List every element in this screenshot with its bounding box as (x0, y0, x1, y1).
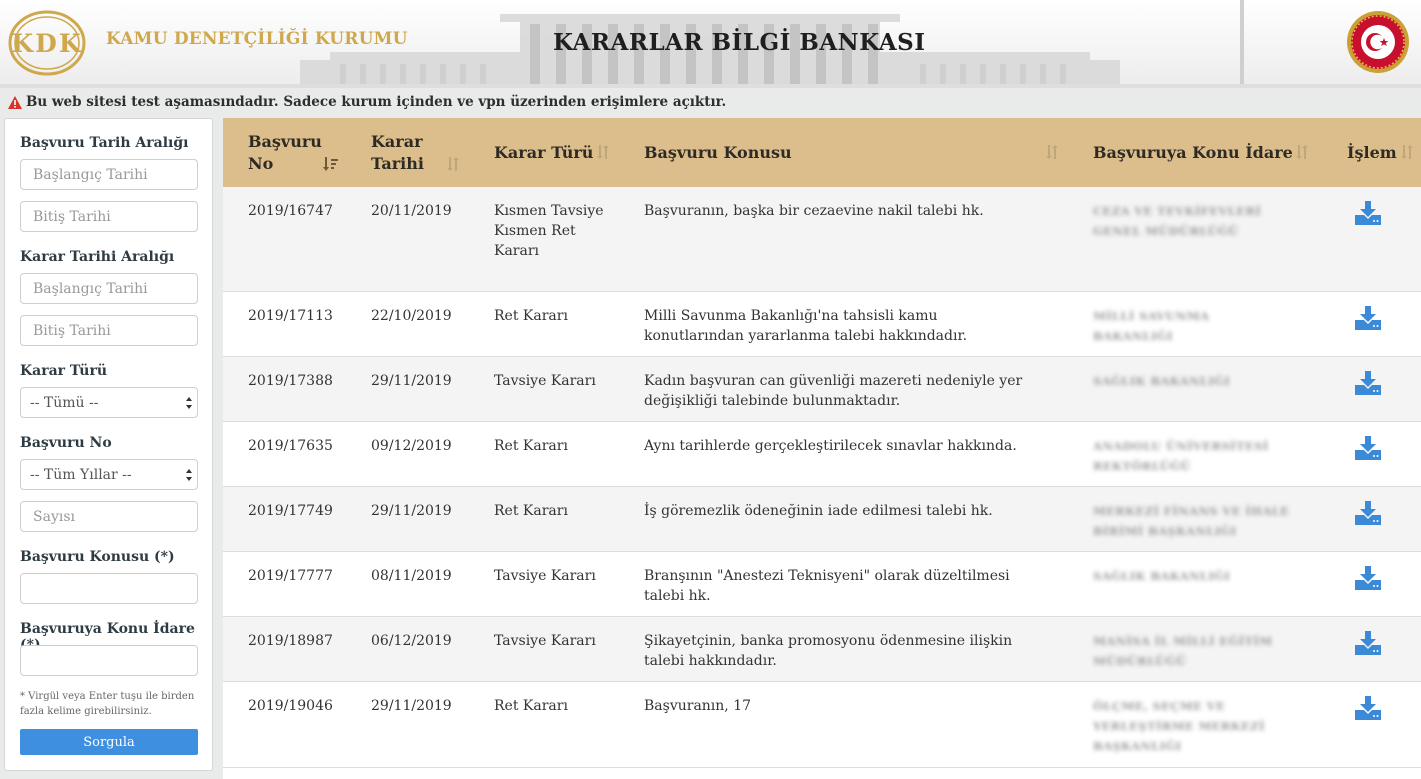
query-button[interactable]: Sorgula (20, 729, 198, 755)
table-row (223, 187, 1421, 292)
cell-application-no: 2019/17388 (248, 373, 333, 389)
cell-subject: Şikayetçinin, banka promosyonu ödenmesine ilişkin talebi hakkındadır. (644, 633, 1013, 669)
cell-decision-type: Ret Kararı (494, 438, 568, 454)
cell-subject: Kadın başvuran can güvenliği mazereti nedeniyle yer değişikliği talebinde bulunmaktadır. (644, 373, 1023, 409)
cell-administration: SAĞLIK BAKANLIĞI (1093, 374, 1231, 388)
cell-application-no: 2019/18987 (248, 633, 333, 649)
table-row (223, 487, 1421, 552)
table-row (223, 617, 1421, 682)
column-administration[interactable]: Başvuruya Konu İdare (1093, 142, 1293, 162)
cell-decision-date: 29/11/2019 (371, 373, 452, 389)
column-application-no[interactable]: Başvuru No (248, 131, 322, 173)
year-select[interactable]: -- Tüm Yıllar -- (20, 459, 198, 490)
cell-application-no: 2019/17113 (248, 308, 333, 324)
download-icon[interactable] (1355, 696, 1381, 720)
column-decision-type[interactable]: Karar Türü (494, 142, 594, 162)
warning-triangle-icon (8, 96, 22, 109)
cell-administration: SAĞLIK BAKANLIĞI (1093, 569, 1231, 583)
svg-text:KDK: KDK (11, 29, 83, 58)
decision-type-select[interactable]: -- Tümü -- (20, 387, 198, 418)
cell-decision-date: 29/11/2019 (371, 698, 452, 714)
select-arrows-icon (185, 467, 193, 483)
page-title: KARARLAR BİLGİ BANKASI (553, 29, 926, 56)
table-row (223, 552, 1421, 617)
sort-icon[interactable] (1399, 144, 1415, 160)
cell-decision-type: Tavsiye Kararı (494, 373, 596, 389)
cell-application-no: 2019/17777 (248, 568, 333, 584)
sort-desc-active-icon[interactable] (323, 156, 339, 172)
cell-administration: ÖLÇME, SEÇME VE YERLEŞTİRME MERKEZİ BAŞKANLIĞI (1093, 699, 1265, 753)
decision-type-label: Karar Türü (20, 363, 108, 379)
table-header (223, 118, 1421, 187)
administration-input[interactable] (20, 645, 198, 676)
subject-label: Başvuru Konusu (*) (20, 549, 175, 565)
cell-decision-date: 08/11/2019 (371, 568, 452, 584)
application-number-input[interactable]: Sayısı (20, 501, 198, 532)
cell-decision-type: Ret Kararı (494, 698, 568, 714)
table-row (223, 682, 1421, 768)
cell-decision-date: 22/10/2019 (371, 308, 452, 324)
column-decision-date[interactable]: Karar Tarihi (371, 131, 424, 173)
organization-name: KAMU DENETÇİLİĞİ KURUMU (106, 29, 408, 49)
cell-subject: Başvuranın, başka bir cezaevine nakil talebi hk. (644, 203, 984, 219)
sort-icon[interactable] (445, 156, 461, 172)
cell-decision-date: 29/11/2019 (371, 503, 452, 519)
table-row (223, 292, 1421, 357)
decision-start-date-input[interactable]: Başlangıç Tarihi (20, 273, 198, 304)
administration-label: Başvuruya Konu İdare (20, 621, 195, 637)
cell-administration: ANADOLU ÜNİVERSİTESİ REKTÖRLÜĞÜ (1093, 439, 1269, 473)
download-icon[interactable] (1355, 566, 1381, 590)
cell-subject: Branşının "Anestezi Teknisyeni" olarak düzeltilmesi talebi hk. (644, 568, 1010, 604)
cell-application-no: 2019/17635 (248, 438, 333, 454)
table-row (223, 357, 1421, 422)
cell-administration: MANİSA İL MİLLİ EĞİTİM MÜDÜRLÜĞÜ (1093, 634, 1273, 668)
site-header (0, 0, 1421, 88)
sort-icon[interactable] (1294, 144, 1310, 160)
cell-subject: Milli Savunma Bakanlığı'na tahsisli kamu konutlarından yararlanma talebi hakkındadır. (644, 308, 968, 344)
application-start-date-input[interactable]: Başlangıç Tarihi (20, 159, 198, 190)
download-icon[interactable] (1355, 201, 1381, 225)
application-no-label: Başvuru No (20, 435, 112, 451)
column-action: İşlem (1347, 142, 1397, 162)
subject-input[interactable] (20, 573, 198, 604)
tbmm-emblem-icon (1346, 10, 1410, 74)
cell-subject: İş göremezlik ödeneğinin iade edilmesi talebi hk. (644, 503, 993, 519)
download-icon[interactable] (1355, 306, 1381, 330)
cell-application-no: 2019/17749 (248, 503, 333, 519)
input-hint: * Virgül veya Enter tuşu ile birden fazla kelime girebilirsiniz. (20, 691, 195, 717)
table-row (223, 422, 1421, 487)
sort-icon[interactable] (1044, 144, 1060, 160)
cell-decision-type: Ret Kararı (494, 308, 568, 324)
filter-sidebar (4, 118, 213, 771)
cell-administration: MİLLİ SAVUNMA BAKANLIĞI (1093, 309, 1210, 343)
application-date-range-label: Başvuru Tarih Aralığı (20, 135, 189, 151)
warning-text: Bu web sitesi test aşamasındadır. Sadece kurum içinden ve vpn üzerinden erişimlere açıktır. (26, 94, 727, 110)
decision-date-range-label: Karar Tarihi Aralığı (20, 249, 175, 265)
sort-icon[interactable] (595, 144, 611, 160)
cell-decision-type: Tavsiye Kararı (494, 568, 596, 584)
test-site-warning (8, 92, 726, 112)
decisions-table (223, 118, 1421, 779)
cell-decision-type: Kısmen Tavsiye Kısmen Ret Kararı (494, 203, 604, 259)
cell-decision-date: 09/12/2019 (371, 438, 452, 454)
cell-application-no: 2019/16747 (248, 203, 333, 219)
download-icon[interactable] (1355, 631, 1381, 655)
cell-application-no: 2019/19046 (248, 698, 333, 714)
column-subject[interactable]: Başvuru Konusu (644, 142, 792, 162)
decision-end-date-input[interactable]: Bitiş Tarihi (20, 315, 198, 346)
application-end-date-input[interactable]: Bitiş Tarihi (20, 201, 198, 232)
cell-decision-type: Tavsiye Kararı (494, 633, 596, 649)
cell-decision-type: Ret Kararı (494, 503, 568, 519)
download-icon[interactable] (1355, 371, 1381, 395)
cell-subject: Başvuranın, 17 (644, 698, 752, 714)
cell-administration: MERKEZİ FİNANS VE İHALE BİRİMİ BAŞKANLIĞI (1093, 504, 1290, 538)
cell-decision-date: 20/11/2019 (371, 203, 452, 219)
kdk-logo (8, 10, 86, 76)
cell-administration: CEZA VE TEVKİFEVLERİ GENEL MÜDÜRLÜĞÜ (1093, 204, 1262, 238)
cell-decision-date: 06/12/2019 (371, 633, 452, 649)
download-icon[interactable] (1355, 436, 1381, 460)
select-arrows-icon (185, 395, 193, 411)
cell-subject: Aynı tarihlerde gerçekleştirilecek sınavlar hakkında. (644, 438, 1017, 454)
download-icon[interactable] (1355, 501, 1381, 525)
